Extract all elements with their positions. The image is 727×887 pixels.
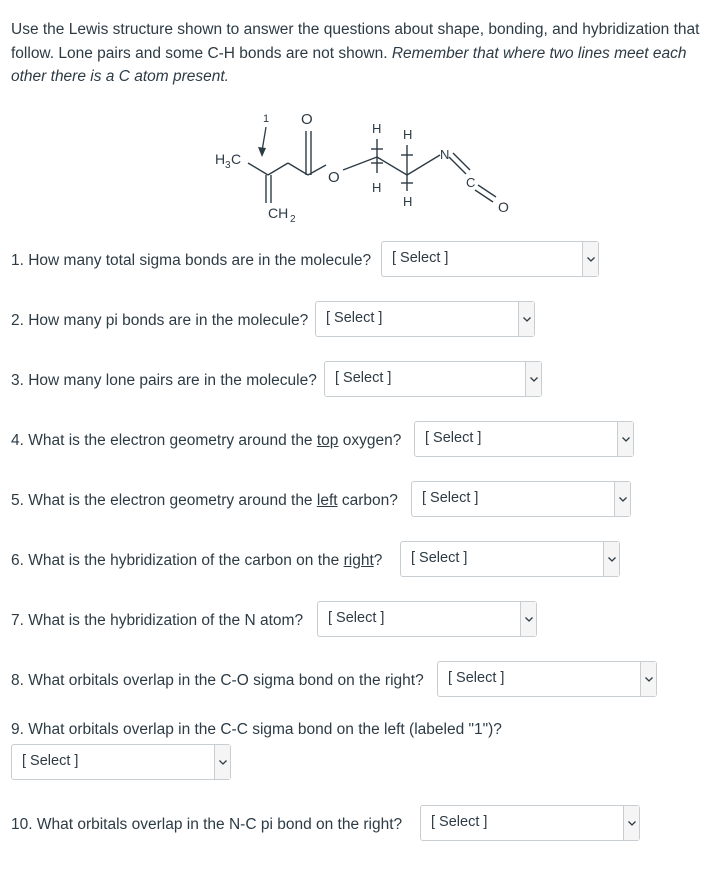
question-5: [11, 492, 398, 510]
atom-o-top: O: [301, 111, 313, 128]
question-3-text: 3. How many lone pairs are in the molecule?: [11, 372, 317, 389]
question-3-select[interactable]: [324, 361, 542, 397]
question-10-select-value: [ Select ]: [431, 814, 488, 830]
atom-h3c-h: H: [215, 151, 226, 167]
question-9-select-value: [ Select ]: [22, 753, 79, 769]
question-2: [11, 312, 308, 330]
question-7-select[interactable]: [317, 601, 537, 637]
bond-c-o-b: [475, 190, 493, 202]
question-5-text: [11, 492, 398, 510]
atom-h-bottom1: H: [372, 180, 382, 195]
question-5-text-pre: 5. What is the electron geometry around the: [11, 492, 317, 509]
question-2-text: 2. How many pi bonds are in the molecule?: [11, 312, 309, 329]
question-8: [11, 672, 424, 690]
atom-n: N: [440, 147, 450, 162]
chevron-down-icon: [640, 662, 656, 696]
chevron-down-icon: [518, 302, 534, 336]
question-5-text-underline: left: [316, 492, 338, 509]
question-9-text: 9. What orbitals overlap in the C-C sigma bond on the left (labeled "1")?: [11, 721, 502, 738]
question-1-text: 1. How many total sigma bonds are in the molecule?: [11, 252, 372, 269]
bond-n-c-a: [453, 153, 470, 170]
bond-c1-carbonyl: [288, 163, 308, 175]
question-6: [11, 552, 382, 570]
chevron-down-icon: [623, 806, 639, 840]
bond-h3c-c: [248, 163, 268, 175]
question-3-select-value: [ Select ]: [335, 370, 392, 386]
question-3: [11, 372, 317, 390]
label-arrow-head: [258, 147, 266, 157]
question-1: [11, 252, 371, 270]
question-2-select[interactable]: [315, 301, 535, 337]
atom-ch2-sub: 2: [290, 214, 296, 225]
question-10: [11, 816, 402, 834]
question-7: [11, 612, 303, 630]
question-4-text: [11, 432, 401, 450]
atom-h3c-sub: 3: [225, 160, 231, 171]
atom-h-top2: H: [403, 127, 413, 142]
instructions-italic: Remember that where two lines meet each other there is a C atom present.: [11, 44, 687, 85]
question-1-select-value: [ Select ]: [392, 250, 449, 266]
question-4: [11, 432, 401, 450]
question-4-text-pre: 4. What is the electron geometry around the: [11, 432, 317, 449]
bond-c-o-a: [478, 185, 496, 197]
atom-h3c-c: C: [231, 151, 242, 167]
question-9: [11, 721, 502, 739]
bond-ch2-ch2: [377, 157, 407, 175]
chevron-down-icon: [614, 482, 630, 516]
question-6-text-pre: 6. What is the hybridization of the carbon on the: [11, 552, 344, 569]
bond-c-c1: [268, 163, 288, 175]
chevron-down-icon: [617, 422, 633, 456]
label-1: 1: [263, 113, 270, 125]
lewis-structure: [200, 105, 520, 230]
question-6-text: [11, 552, 382, 570]
atom-o-end: O: [498, 199, 509, 215]
chevron-down-icon: [582, 242, 598, 276]
bond-ch2-n: [407, 155, 440, 175]
question-6-text-underline: right: [343, 552, 374, 569]
question-4-text-underline: top: [316, 432, 339, 449]
question-5-select[interactable]: [411, 481, 631, 517]
question-2-select-value: [ Select ]: [326, 310, 383, 326]
question-6-select-value: [ Select ]: [411, 550, 468, 566]
question-1-select[interactable]: [381, 241, 599, 277]
label-arrow-line: [262, 127, 266, 151]
atom-c: C: [466, 175, 476, 190]
instructions: [11, 18, 716, 89]
question-4-select[interactable]: [414, 421, 634, 457]
question-8-text: 8. What orbitals overlap in the C-O sigma bond on the right?: [11, 672, 424, 689]
instructions-text: Use the Lewis structure shown to answer the questions about shape, bonding, and hybridization that follow. Lone pairs and some C-H bonds are not shown.: [11, 21, 700, 62]
question-6-text-post: ?: [373, 552, 383, 569]
atom-h-bottom2: H: [403, 194, 413, 209]
question-8-select-value: [ Select ]: [448, 670, 505, 686]
chevron-down-icon: [520, 602, 536, 636]
question-7-text: 7. What is the hybridization of the N atom?: [11, 612, 304, 629]
chevron-down-icon: [525, 362, 541, 396]
chevron-down-icon: [214, 745, 230, 779]
bond-n-c-b: [449, 157, 466, 174]
question-5-select-value: [ Select ]: [422, 490, 479, 506]
atom-ch2: CH: [268, 205, 289, 221]
chevron-down-icon: [603, 542, 619, 576]
atom-o-ester: O: [328, 169, 340, 186]
question-8-select[interactable]: [437, 661, 657, 697]
question-4-select-value: [ Select ]: [425, 430, 482, 446]
question-6-select[interactable]: [400, 541, 620, 577]
question-9-select[interactable]: [11, 744, 231, 780]
question-10-text: 10. What orbitals overlap in the N-C pi bond on the right?: [11, 816, 403, 833]
question-4-text-post: oxygen?: [338, 432, 402, 449]
question-5-text-post: carbon?: [337, 492, 398, 509]
question-7-select-value: [ Select ]: [328, 610, 385, 626]
question-10-select[interactable]: [420, 805, 640, 841]
atom-h-top1: H: [372, 121, 382, 136]
